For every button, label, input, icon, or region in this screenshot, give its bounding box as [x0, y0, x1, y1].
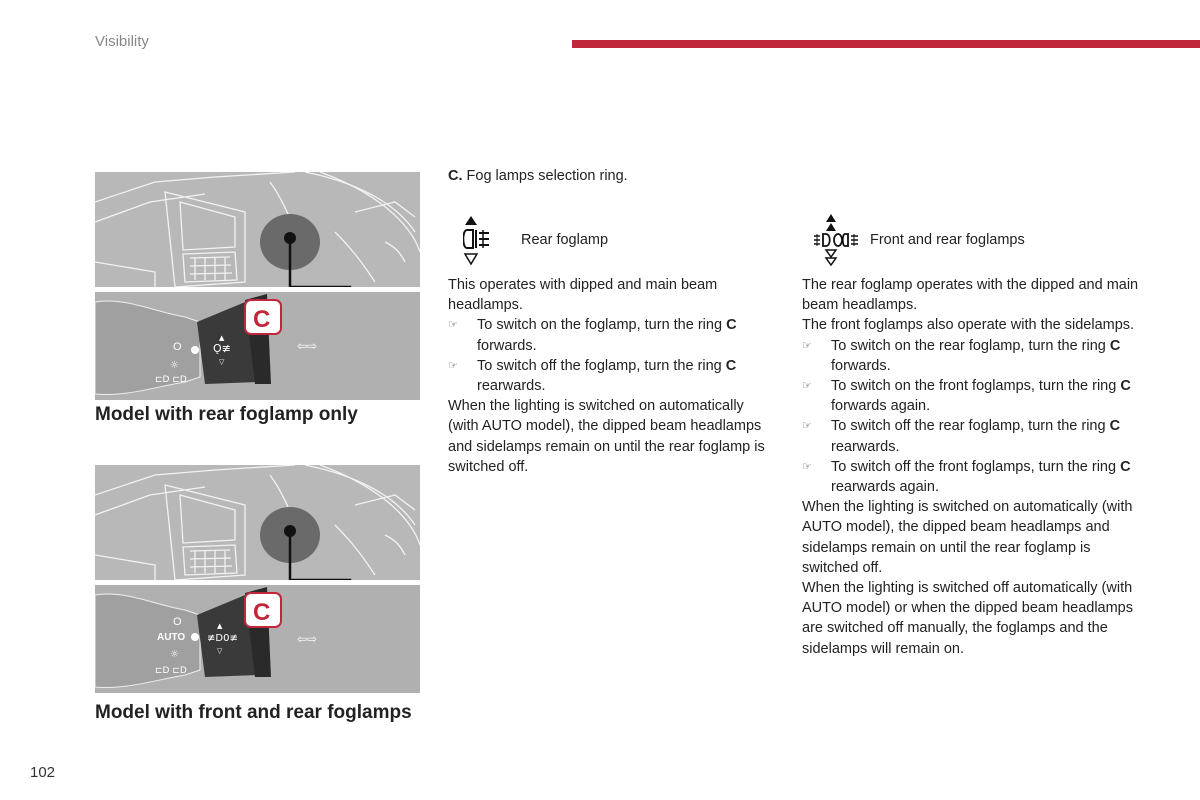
pointer-icon: ☞: [802, 380, 812, 393]
header-accent-bar: [572, 40, 1200, 48]
paragraph: When the lighting is switched off automatically (with AUTO model) or when the dipped beam headlamps are switched off manually, the foglamps and the sidelamps will remain on.: [802, 580, 1134, 657]
paragraph: When the lighting is switched on automatically (with AUTO model), the dipped beam headlamps and sidelamps remain on until the rear foglamp is switched off.: [448, 398, 765, 475]
svg-text:▽: ▽: [217, 647, 223, 655]
instruction-item: ☞ To switch on the rear foglamp, turn the ring C forwards.: [802, 337, 1121, 374]
svg-text:≢D0≢: ≢D0≢: [207, 633, 238, 644]
auto-label: AUTO: [157, 632, 186, 643]
rear-foglamp-instructions: [448, 275, 778, 477]
pointer-icon: ☞: [802, 420, 812, 433]
instruction-item: ☞ To switch off the foglamp, turn the ring C rearwards.: [448, 357, 737, 395]
figure-caption: Model with rear foglamp only: [95, 404, 358, 425]
page-number: 102: [30, 764, 56, 781]
legend-label: Front and rear foglamps: [870, 232, 1025, 248]
ring-letter: C.: [448, 168, 463, 184]
svg-text:▽: ▽: [219, 358, 225, 366]
legend-rear-foglamp: [463, 214, 608, 266]
svg-text:Ǫ≢: Ǫ≢: [213, 342, 231, 355]
ring-letter-c: C: [253, 306, 271, 333]
svg-text:⊏D ⊏D: ⊏D ⊏D: [155, 666, 187, 676]
instruction-item: ☞ To switch off the front foglamps, turn the ring C rearwards again.: [802, 458, 1131, 496]
paragraph: This operates with dipped and main beam headlamps.: [448, 277, 718, 314]
svg-text:☼: ☼: [170, 649, 179, 660]
front-rear-foglamps-icon: [812, 214, 862, 266]
paragraph: When the lighting is switched on automatically (with AUTO model), the dipped beam headlamps and sidelamps remain on until the rear foglamp is switched off.: [802, 499, 1133, 576]
svg-text:☼: ☼: [170, 360, 179, 371]
instruction-item: ☞ To switch off the rear foglamp, turn the ring C rearwards.: [802, 418, 1121, 455]
figure-rear-foglamp-only: [95, 172, 420, 400]
svg-text:⇦⇨: ⇦⇨: [297, 339, 318, 353]
legend-front-rear-foglamps: [812, 214, 1025, 266]
ring-description: [448, 168, 628, 184]
pointer-icon: ☞: [802, 339, 812, 352]
svg-text:▲: ▲: [217, 622, 223, 630]
dashboard-illustration: [95, 172, 420, 400]
svg-text:O: O: [173, 616, 182, 628]
section-title: Visibility: [95, 33, 149, 50]
ring-letter-c: C: [253, 599, 271, 626]
dashboard-illustration: [95, 465, 420, 693]
pointer-icon: ☞: [448, 359, 458, 372]
pointer-icon: ☞: [802, 460, 812, 473]
ring-description-text: Fog lamps selection ring.: [462, 168, 628, 184]
svg-text:⇦⇨: ⇦⇨: [297, 632, 318, 646]
figure-caption: Model with front and rear foglamps: [95, 702, 412, 723]
instruction-item: ☞ To switch on the front foglamps, turn the ring C forwards again.: [802, 378, 1131, 415]
paragraph: The front foglamps also operate with the sidelamps.: [802, 317, 1135, 334]
svg-text:⊏D ⊏D: ⊏D ⊏D: [155, 375, 187, 385]
instruction-item: ☞ To switch on the foglamp, turn the ring C forwards.: [448, 317, 737, 354]
front-rear-foglamp-instructions: [802, 275, 1142, 659]
pointer-icon: ☞: [448, 319, 458, 332]
legend-label: Rear foglamp: [521, 232, 609, 248]
figure-front-and-rear-foglamps: [95, 465, 420, 693]
svg-text:▲: ▲: [219, 334, 225, 342]
svg-text:O: O: [173, 341, 182, 353]
rear-foglamp-icon: [463, 214, 513, 266]
paragraph: The rear foglamp operates with the dipped and main beam headlamps.: [802, 277, 1139, 314]
